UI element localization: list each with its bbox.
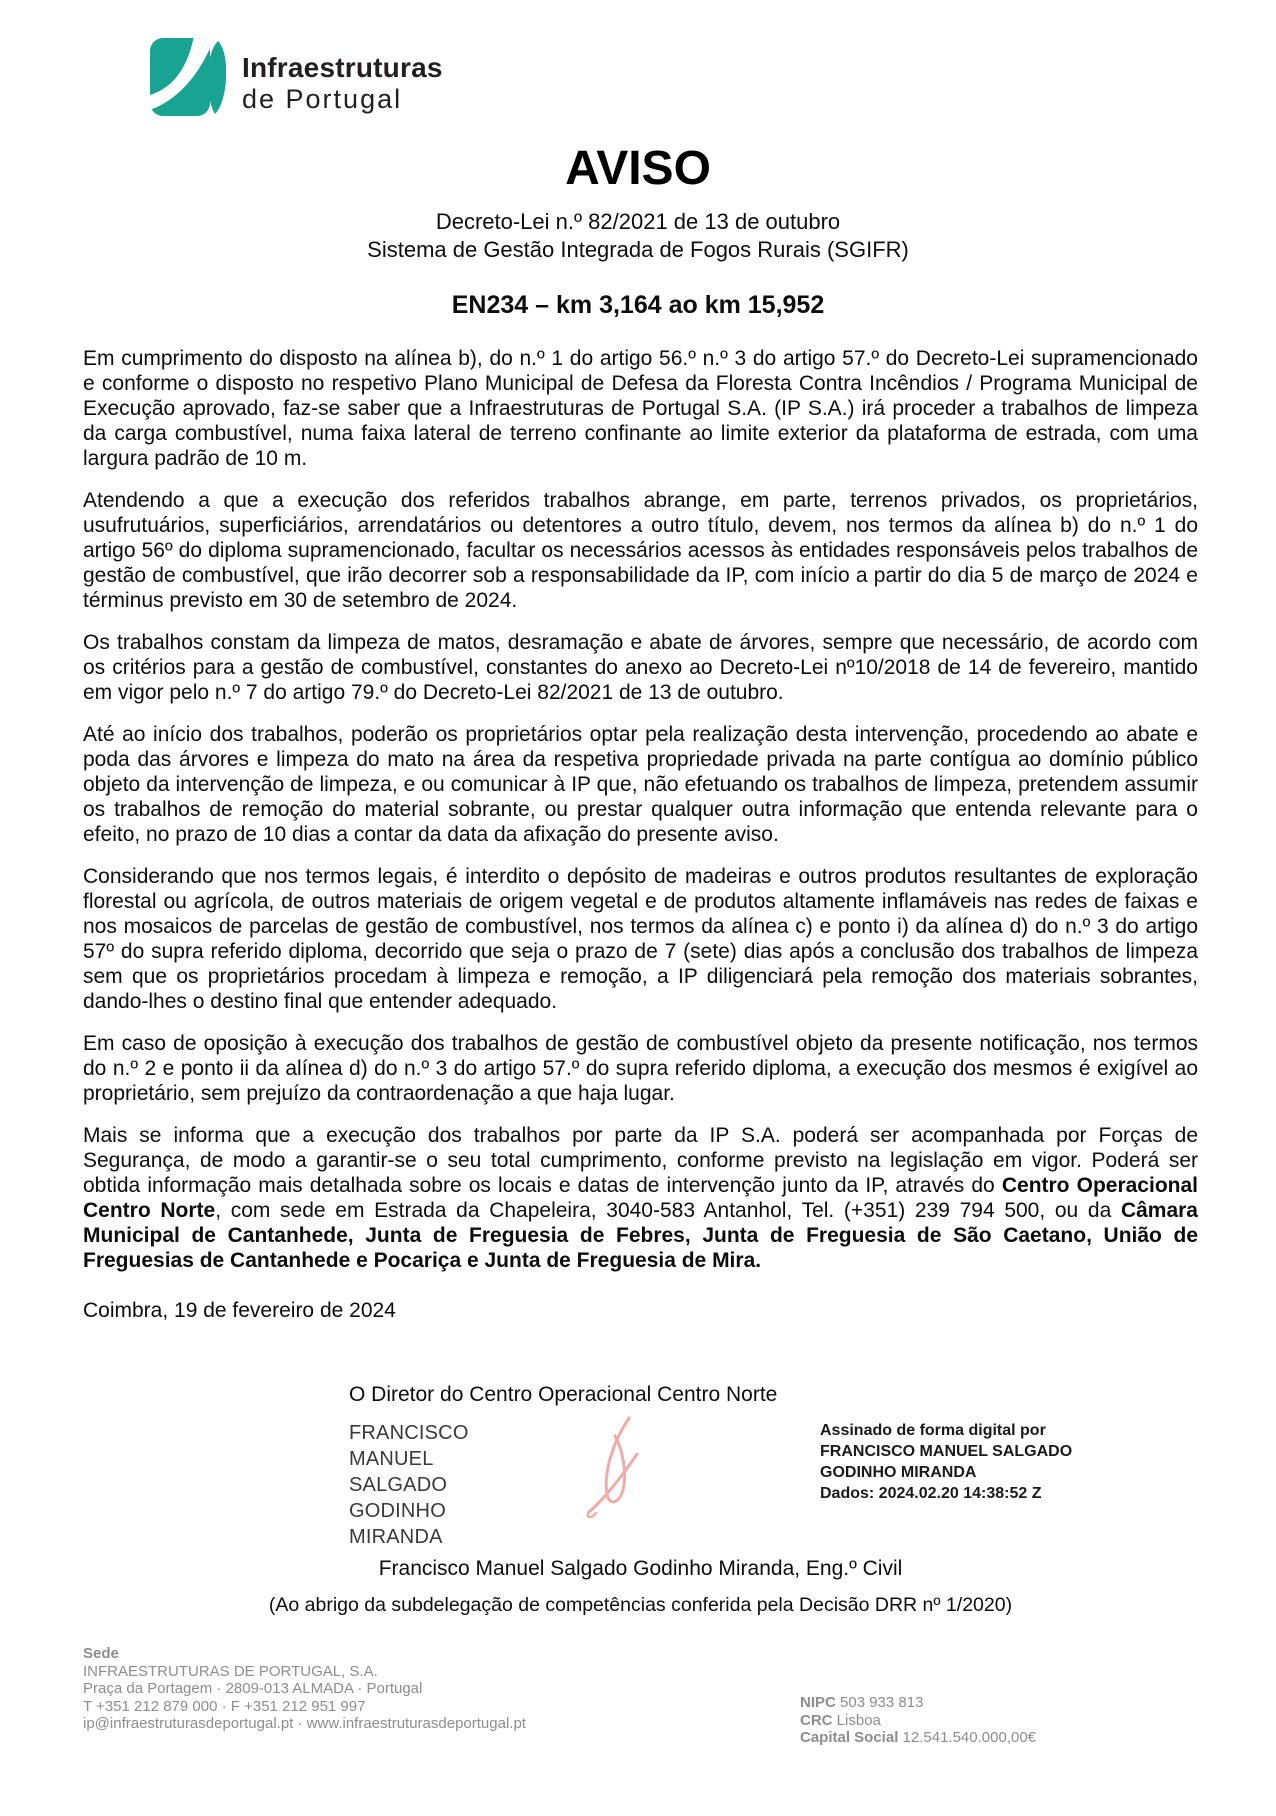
paragraph-text: , com sede em Estrada da Chapeleira, 3040-583 Antanhol, Tel. (+351) 239 794 500, ou da: [215, 1199, 1121, 1222]
digital-signature-text-line: FRANCISCO MANUEL SALGADO: [820, 1443, 1073, 1460]
page-title: AVISO: [565, 142, 711, 195]
infraestruturas-portugal-logo-icon: [150, 38, 226, 116]
signer-name-line: SALGADO GODINHO: [349, 1474, 448, 1522]
paragraph: [83, 864, 1198, 1014]
footer-sede-label: Sede: [83, 1645, 119, 1662]
signer-name-line: FRANCISCO MANUEL: [349, 1422, 469, 1470]
footer-address-line: ip@infraestruturasdeportugal.pt · www.infraestruturasdeportugal.pt: [83, 1715, 526, 1732]
paragraph: [83, 722, 1198, 847]
signature-role-line: O Diretor do Centro Operacional Centro Norte: [349, 1383, 778, 1406]
paragraph-text: Em caso de oposição à execução dos trabalhos de gestão de combustível objeto da presente notificação, nos termos do n.º 2 e ponto ii da alínea d) do n.º 3 do artigo 57.º do supra referido diploma, a execução dos mesmos é exigível ao proprietário, sem prejuízo da contraordenação a que haja lugar.: [83, 1032, 1198, 1105]
paragraph: [83, 346, 1198, 471]
paragraph: [83, 1123, 1198, 1273]
dateline: Coimbra, 19 de fevereiro de 2024: [83, 1299, 396, 1322]
paragraph-bold-text: Câmara Municipal de Cantanhede, Junta de Freguesia de Febres, Junta de Freguesia de São Caetano, União de Freguesias de Cantanhede e Pocariça e Junta de Freguesia de Mira.: [83, 1199, 1198, 1272]
footer-registry-value: Lisboa: [836, 1711, 881, 1729]
company-logo: [150, 38, 443, 116]
paragraph-text: Atendendo a que a execução dos referidos trabalhos abrange, em parte, terrenos privados, os proprietários, usufrutuários, superficiários, arrendatários ou detentores a outro título, devem, nos termos da alínea b) do n.º 1 do artigo 56º do diploma supramencionado, facultar os necessários acessos às entidades responsáveis pelos trabalhos de gestão de combustível, que irão decorrer sob a responsabilidade da IP, com início a partir do dia 5 de março de 2024 e términus previsto em 30 de setembro de 2024.: [83, 489, 1198, 612]
footer-registry-item: [800, 1694, 1036, 1712]
digital-signature-text-line: Assinado de forma digital por: [820, 1422, 1046, 1439]
footer-address-line: Praça da Portagem · 2809-013 ALMADA · Portugal: [83, 1680, 423, 1697]
paragraph: [83, 630, 1198, 705]
paragraph: [83, 1031, 1198, 1106]
digital-signature-flourish-icon: [585, 1414, 643, 1518]
footer-address-line: T +351 212 879 000 · F +351 212 951 997: [83, 1697, 366, 1715]
logo-wordmark: [242, 52, 443, 114]
delegation-note: (Ao abrigo da subdelegação de competências conferida pela Decisão DRR nº 1/2020): [268, 1594, 1013, 1616]
paragraph-text: Até ao início dos trabalhos, poderão os proprietários optar pela realização desta intervenção, procedendo ao abate e poda das árvores e limpeza do mato na área da respetiva propriedade privada na parte contígua ao domínio público objeto da intervenção de limpeza, e ou comunicar à IP que, não efetuando os trabalhos de limpeza, pretendem assumir os trabalhos de remoção do material sobrante, ou prestar qualquer outra informação que entenda relevante para o efeito, no prazo de 10 dias a contar da data da afixação do presente aviso.: [83, 723, 1198, 846]
body-paragraphs: [83, 346, 1198, 1273]
digital-signature-text-line: GODINHO MIRANDA: [820, 1464, 977, 1481]
footer-registry-value: 12.541.540.000,00€: [902, 1729, 1037, 1746]
footer-address: [83, 1663, 526, 1733]
subtitle-system: Sistema de Gestão Integrada de Fogos Rurais (SGIFR): [367, 237, 909, 262]
digital-signature-text: [820, 1420, 1072, 1504]
signer-name-line: MIRANDA: [349, 1526, 443, 1548]
signature-block: [349, 1420, 1198, 1550]
document-body: [83, 346, 1198, 1617]
footer-registry-block: [800, 1694, 1036, 1747]
logo-brand-line1: Infraestruturas: [242, 52, 443, 83]
paragraph: [83, 488, 1198, 613]
paragraph-text: Em cumprimento do disposto na alínea b), do n.º 1 do artigo 56.º n.º 3 do artigo 57.º do Decreto-Lei supramencionado e conforme o disposto no respetivo Plano Municipal de Defesa da Floresta Contra Incêndios / Programa Municipal de Execução aprovado, faz-se saber que a Infraestruturas de Portugal S.A. (IP S.A.) irá proceder a trabalhos de limpeza da carga combustível, numa faixa lateral de terreno confinante ao limite exterior da plataforma de estrada, com uma largura padrão de 10 m.: [83, 347, 1198, 470]
logo-brand-line2: de Portugal: [242, 84, 403, 114]
paragraph-bold-text: Centro Operacional Centro Norte: [83, 1174, 1198, 1222]
footer-registry-value: 503 933 813: [840, 1694, 924, 1711]
footer-registry-label: Capital Social: [800, 1729, 903, 1746]
road-section-heading: EN234 – km 3,164 ao km 15,952: [451, 291, 825, 319]
footer-registry-label: NIPC: [800, 1694, 841, 1711]
paragraph-text: Os trabalhos constam da limpeza de matos, desramação e abate de árvores, sempre que necessário, de acordo com os critérios para a gestão de combustível, constantes do anexo ao Decreto-Lei nº10/2018 de 14 de fevereiro, mantido em vigor pelo n.º 7 do artigo 79.º do Decreto-Lei 82/2021 de 13 de outubro.: [83, 631, 1198, 704]
subtitle-decree: Decreto-Lei n.º 82/2021 de 13 de outubro: [435, 209, 841, 234]
paragraph-text: Considerando que nos termos legais, é interdito o depósito de madeiras e outros produtos resultantes de exploração florestal ou agrícola, de outros materiais de origem vegetal e de produtos altamente inflamáveis nas redes de faixas e nos mosaicos de parcelas de gestão de combustível, nos termos da alínea c) e ponto i) da alínea d) do n.º 3 do artigo 57º do supra referido diploma, decorrido que seja o prazo de 7 (sete) dias após a conclusão dos trabalhos de limpeza sem que os proprietários procedam à limpeza e remoção, a IP diligenciará pela remoção dos materiais sobrantes, dando-lhes o destino final que entender adequado.: [83, 865, 1198, 1013]
footer-registry-item: [800, 1729, 1036, 1747]
footer-address-block: [83, 1645, 526, 1733]
signer-name: [349, 1420, 524, 1550]
paragraph-text: Mais se informa que a execução dos trabalhos por parte da IP S.A. poderá ser acompanhada por Forças de Segurança, de modo a garantir-se o seu total cumprimento, conforme previsto na legislação em vigor. Poderá ser obtida informação mais detalhada sobre os locais e datas de intervenção junto da IP, através do: [83, 1124, 1198, 1197]
footer-address-line: INFRAESTRUTURAS DE PORTUGAL, S.A.: [83, 1662, 378, 1680]
signer-typed-name: Francisco Manuel Salgado Godinho Miranda, Eng.º Civil: [378, 1557, 903, 1580]
footer-registry-label: CRC: [800, 1711, 837, 1729]
footer-registry-item: [800, 1712, 1036, 1730]
digital-signature-text-line: Dados: 2024.02.20 14:38:52 Z: [820, 1485, 1042, 1502]
